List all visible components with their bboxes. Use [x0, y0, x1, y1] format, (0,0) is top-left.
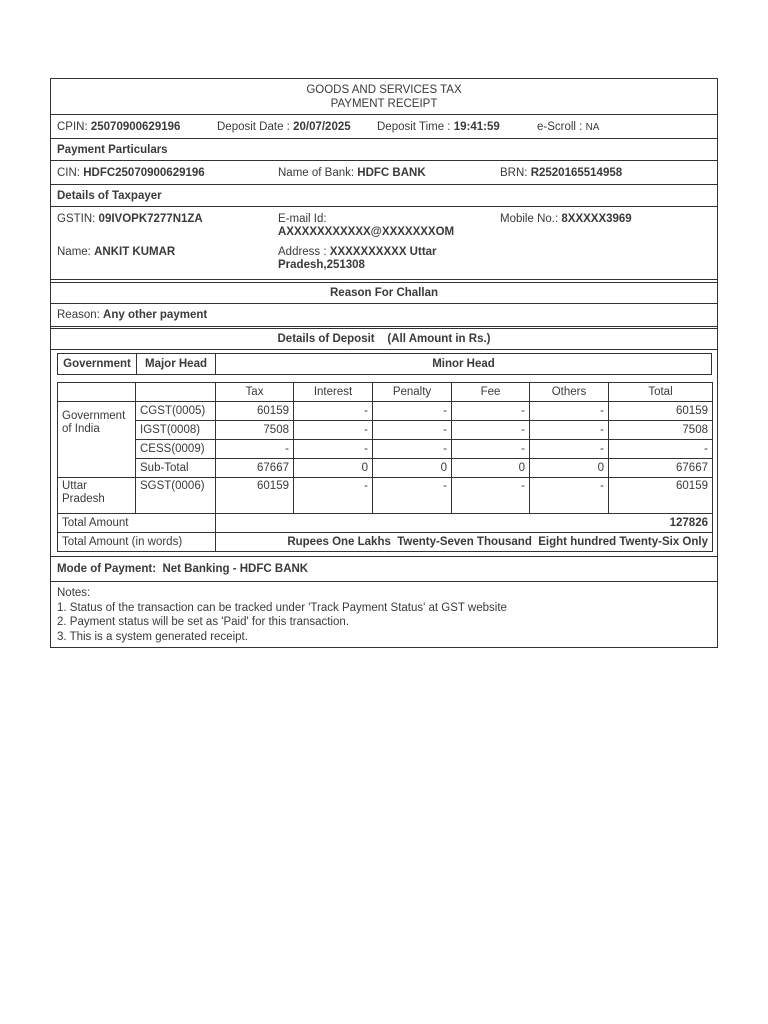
total-amount-row — [58, 514, 713, 533]
deposit-header-table — [57, 353, 712, 375]
notes-title: Notes: — [57, 587, 91, 599]
gstin-label: GSTIN: — [57, 213, 96, 225]
reason-label: Reason: — [57, 309, 100, 321]
payment-receipt — [50, 78, 718, 648]
gstin-value: 09IVOPK7277N1ZA — [98, 213, 203, 225]
cin-value: HDFC25070900629196 — [83, 166, 205, 179]
reason-row — [51, 304, 717, 329]
amount-cell: - — [452, 440, 530, 459]
amount-cell: - — [609, 440, 713, 459]
email — [278, 213, 454, 239]
address-label: Address : — [278, 246, 327, 258]
amount-cell: - — [530, 478, 609, 514]
total-amount-value: 127826 — [216, 514, 713, 533]
cin-label: CIN: — [57, 166, 80, 179]
receipt-header — [51, 79, 717, 115]
col-interest: Interest — [294, 383, 373, 402]
cpin-row — [51, 115, 717, 139]
central-government-cell: Government of India — [58, 402, 136, 478]
payment-mode-label: Mode of Payment: — [57, 563, 157, 575]
amount-cell: 0 — [452, 459, 530, 478]
payment-particulars-heading: Payment Particulars — [51, 139, 717, 161]
receipt-title-line2: PAYMENT RECEIPT — [330, 98, 438, 110]
amount-cell: 60159 — [609, 478, 713, 514]
escroll — [537, 121, 599, 133]
col-penalty: Penalty — [373, 383, 452, 402]
taxpayer-name — [57, 246, 175, 259]
bank-name-label: Name of Bank: — [278, 166, 355, 179]
note-item: 2. Payment status will be set as 'Paid' for this transaction. — [57, 616, 350, 628]
escroll-label: e-Scroll : — [537, 120, 583, 133]
amount-cell: 7508 — [216, 421, 294, 440]
note-item: 3. This is a system generated receipt. — [57, 630, 248, 643]
amount-cell: - — [452, 402, 530, 421]
deposit-date-label: Deposit Date : — [217, 120, 290, 133]
taxpayer-details — [51, 207, 717, 280]
email-label: E-mail Id: — [278, 213, 327, 225]
amount-cell: - — [294, 421, 373, 440]
amount-cell: - — [373, 440, 452, 459]
address-line1: XXXXXXXXXX Uttar — [329, 246, 437, 258]
deposit-time-value: 19:41:59 — [453, 120, 500, 133]
amount-cell: 60159 — [216, 478, 294, 514]
amount-cell: - — [373, 402, 452, 421]
reason-heading: Reason For Challan — [51, 282, 717, 304]
payment-particulars-row — [51, 161, 717, 185]
col-total: Total — [609, 383, 713, 402]
amount-cell: - — [530, 440, 609, 459]
total-words-value: Rupees One Lakhs Twenty-Seven Thousand Eight hundred Twenty-Six Only — [216, 533, 713, 552]
amount-column-header-row — [58, 383, 713, 402]
state-government-cell: Uttar Pradesh — [58, 478, 136, 514]
amount-cell: - — [216, 440, 294, 459]
amount-cell: - — [294, 478, 373, 514]
blank-header-cell — [136, 383, 216, 402]
col-major-head: Major Head — [137, 354, 216, 375]
bank-name — [278, 167, 426, 179]
email-value: AXXXXXXXXXXX@XXXXXXXOM — [278, 226, 455, 238]
col-fee: Fee — [452, 383, 530, 402]
brn — [500, 167, 622, 179]
blank-header-cell — [58, 383, 136, 402]
cpin — [57, 121, 180, 133]
table-row — [58, 421, 713, 440]
receipt-title-line1: GOODS AND SERVICES TAX — [306, 84, 462, 96]
col-government: Government — [58, 354, 137, 375]
bank-name-value: HDFC BANK — [357, 166, 426, 179]
notes-section — [51, 582, 717, 647]
cin — [57, 167, 205, 179]
major-head-cell: Sub-Total — [136, 459, 216, 478]
taxpayer-heading: Details of Taxpayer — [51, 185, 717, 207]
payment-mode-row — [51, 557, 717, 582]
cpin-value: 25070900629196 — [90, 120, 181, 133]
brn-value: R2520165514958 — [530, 166, 623, 179]
deposit-section — [51, 329, 717, 557]
total-words-row — [58, 533, 713, 552]
amount-cell: 60159 — [609, 402, 713, 421]
table-row — [58, 478, 713, 514]
payment-mode-value: Net Banking - HDFC BANK — [162, 563, 309, 575]
major-head-cell: CESS(0009) — [136, 440, 216, 459]
amount-cell: - — [530, 421, 609, 440]
table-row — [58, 402, 713, 421]
amount-cell: 60159 — [216, 402, 294, 421]
amount-cell: - — [294, 402, 373, 421]
subtotal-row — [58, 459, 713, 478]
amount-cell: 0 — [373, 459, 452, 478]
col-others: Others — [530, 383, 609, 402]
cpin-label: CPIN: — [57, 120, 88, 133]
deposit-date — [217, 121, 351, 133]
note-item: 1. Status of the transaction can be tracked under 'Track Payment Status' at GST website — [57, 601, 507, 614]
amount-cell: - — [452, 421, 530, 440]
mobile — [500, 213, 632, 226]
amount-cell: 0 — [294, 459, 373, 478]
total-words-label: Total Amount (in words) — [58, 533, 216, 552]
deposit-unit-note: (All Amount in Rs.) — [387, 333, 491, 345]
deposit-time — [377, 121, 500, 133]
taxpayer-name-value: ANKIT KUMAR — [94, 246, 176, 258]
amount-cell: - — [294, 440, 373, 459]
gstin — [57, 213, 203, 226]
amount-cell: 0 — [530, 459, 609, 478]
address-line2: Pradesh,251308 — [278, 259, 365, 271]
col-minor-head: Minor Head — [216, 354, 712, 375]
address — [278, 246, 437, 272]
amount-cell: 7508 — [609, 421, 713, 440]
table-row — [58, 440, 713, 459]
deposit-table — [57, 382, 713, 552]
amount-cell: - — [373, 478, 452, 514]
deposit-heading — [51, 329, 717, 350]
major-head-cell: SGST(0006) — [136, 478, 216, 514]
taxpayer-name-label: Name: — [57, 246, 91, 258]
mobile-label: Mobile No.: — [500, 213, 559, 225]
mobile-value: 8XXXXX3969 — [561, 213, 632, 225]
col-tax: Tax — [216, 383, 294, 402]
deposit-time-label: Deposit Time : — [377, 120, 451, 133]
amount-cell: 67667 — [609, 459, 713, 478]
deposit-heading-label: Details of Deposit — [277, 333, 375, 345]
major-head-cell: CGST(0005) — [136, 402, 216, 421]
escroll-value: NA — [585, 121, 600, 133]
amount-cell: - — [452, 478, 530, 514]
deposit-date-value: 20/07/2025 — [293, 120, 351, 133]
amount-cell: - — [373, 421, 452, 440]
amount-cell: 67667 — [216, 459, 294, 478]
reason-value: Any other payment — [103, 309, 208, 321]
brn-label: BRN: — [500, 166, 528, 179]
major-head-cell: IGST(0008) — [136, 421, 216, 440]
total-amount-label: Total Amount — [58, 514, 216, 533]
amount-cell: - — [530, 402, 609, 421]
